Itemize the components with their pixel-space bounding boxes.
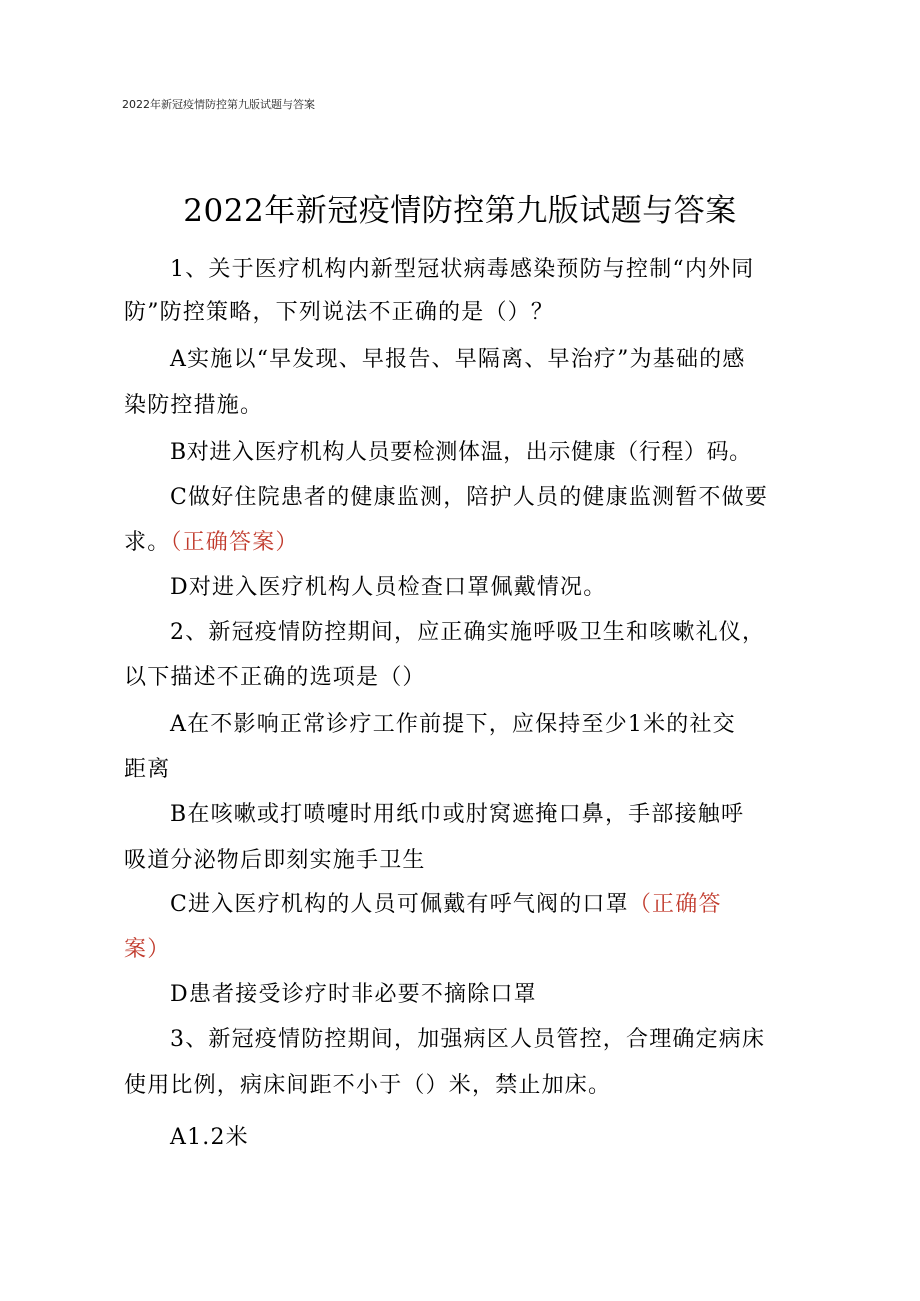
q2-option-c-text: C进入医疗机构的人员可佩戴有呼气阀的口罩 <box>170 892 629 917</box>
q2-option-c-line-1 <box>170 887 722 918</box>
page-title: 2022年新冠疫情防控第九版试题与答案 <box>183 193 737 229</box>
q2-correct-answer-tag-part-1: （正确答 <box>628 892 722 917</box>
q2-stem-line-1: 2、新冠疫情防控期间，应正确实施呼吸卫生和咳嗽礼仪， <box>170 620 766 645</box>
q2-option-a-line-1: A在不影响正常诊疗工作前提下，应保持至少1米的社交 <box>170 712 736 737</box>
q1-option-d: D对进入医疗机构人员检查口罩佩戴情况。 <box>170 575 607 600</box>
q2-option-a-line-2: 距离 <box>124 757 171 782</box>
q1-stem-line-1: 1、关于医疗机构内新型冠状病毒感染预防与控制“内外同 <box>170 257 755 282</box>
q2-option-b-line-1: B在咳嗽或打喷嚏时用纸巾或肘窝遮掩口鼻，手部接触呼 <box>170 802 745 827</box>
q1-option-a-line-2: 染防控措施。 <box>124 393 264 418</box>
q1-option-c-text: 求。 <box>124 530 171 555</box>
q2-option-d: D患者接受诊疗时非必要不摘除口罩 <box>170 982 537 1007</box>
q1-option-b: B对进入医疗机构人员要检测体温，出示健康（行程）码。 <box>170 440 752 465</box>
q1-option-c-line-2 <box>124 525 299 556</box>
q3-stem-line-1: 3、新冠疫情防控期间，加强病区人员管控，合理确定病床 <box>170 1027 766 1052</box>
q1-option-a-line-1: A实施以“早发现、早报告、早隔离、早治疗”为基础的感 <box>170 347 746 372</box>
q1-option-c-line-1: C做好住院患者的健康监测，陪护人员的健康监测暂不做要 <box>170 485 769 510</box>
running-header: 2022年新冠疫情防控第九版试题与答案 <box>122 98 315 111</box>
q2-correct-answer-tag-part-2: 案） <box>124 937 171 962</box>
q2-stem-line-2: 以下描述不正确的选项是（） <box>124 665 426 690</box>
q3-option-a: A1.2米 <box>170 1125 249 1150</box>
q1-stem-line-2: 防”防控策略，下列说法不正确的是（）？ <box>124 300 555 325</box>
q2-option-b-line-2: 吸道分泌物后即刻实施手卫生 <box>124 848 426 873</box>
q3-stem-line-2: 使用比例，病床间距不小于（）米，禁止加床。 <box>124 1073 612 1098</box>
q1-correct-answer-tag: （正确答案） <box>170 530 299 555</box>
